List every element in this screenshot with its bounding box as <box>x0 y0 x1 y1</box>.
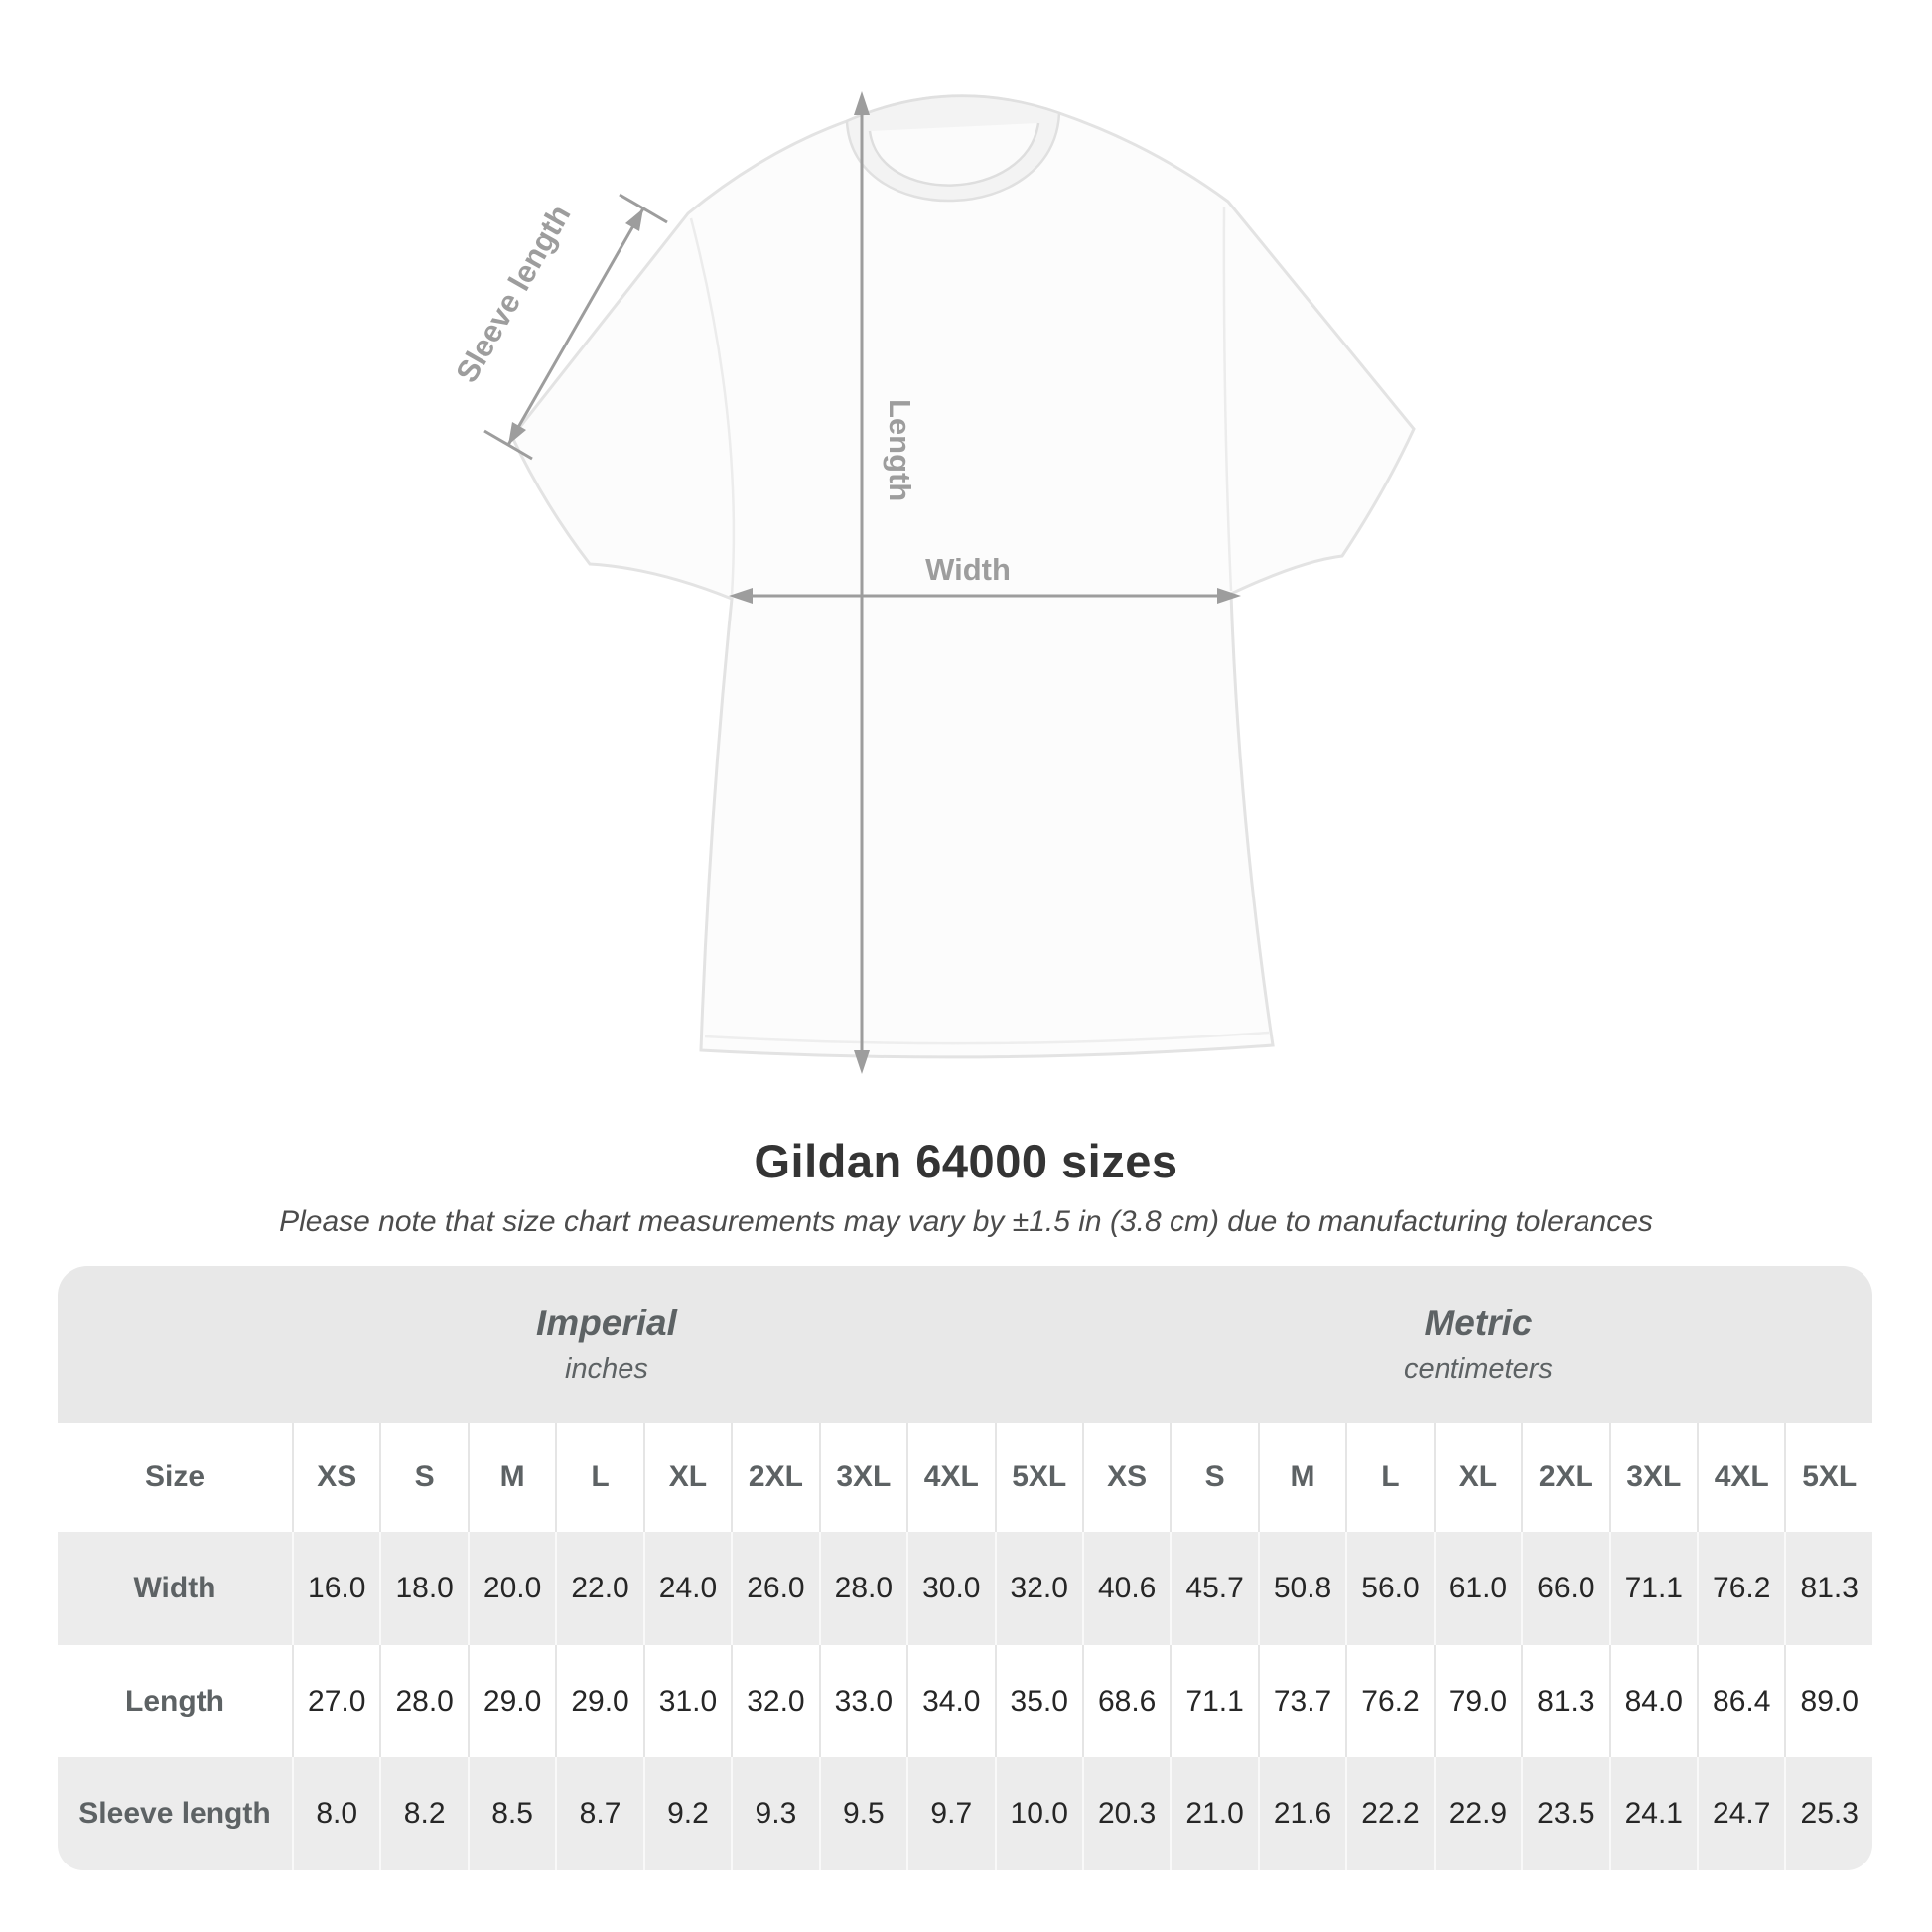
measurement-value: 89.0 <box>1784 1645 1872 1757</box>
measurement-value: 30.0 <box>906 1532 994 1645</box>
measurement-value: 76.2 <box>1697 1532 1784 1645</box>
measurement-value: 81.3 <box>1521 1645 1608 1757</box>
size-col-header: 4XL <box>906 1423 994 1532</box>
inches-label: inches <box>565 1353 648 1385</box>
measurement-value: 61.0 <box>1434 1532 1521 1645</box>
size-column-header: Size <box>144 1460 206 1493</box>
measurement-value: 32.0 <box>995 1532 1082 1645</box>
measurement-value: 23.5 <box>1521 1757 1608 1870</box>
measurement-value: 9.7 <box>906 1757 994 1870</box>
measurement-value: 84.0 <box>1609 1645 1697 1757</box>
size-col-header: XL <box>643 1423 731 1532</box>
measurement-value: 22.2 <box>1345 1757 1433 1870</box>
size-col-header: 3XL <box>819 1423 906 1532</box>
measurement-value: 20.3 <box>1082 1757 1170 1870</box>
size-col-header: 5XL <box>995 1423 1082 1532</box>
measurement-value: 9.3 <box>731 1757 818 1870</box>
size-col-header: XS <box>292 1423 379 1532</box>
size-col-header: M <box>468 1423 555 1532</box>
length-label: Length <box>883 399 917 502</box>
measurement-value: 10.0 <box>995 1757 1082 1870</box>
size-col-header: 2XL <box>731 1423 818 1532</box>
metric-group-header <box>1082 1266 1872 1423</box>
measurement-value: 29.0 <box>468 1645 555 1757</box>
centimeters-label: centimeters <box>1404 1353 1553 1385</box>
size-col-header: XL <box>1434 1423 1521 1532</box>
measurement-value: 29.0 <box>555 1645 642 1757</box>
size-col-header: S <box>379 1423 467 1532</box>
size-col-header: 3XL <box>1609 1423 1697 1532</box>
size-table <box>58 1266 1872 1870</box>
length-row <box>58 1645 1872 1757</box>
measurement-value: 25.3 <box>1784 1757 1872 1870</box>
measurement-value: 66.0 <box>1521 1532 1608 1645</box>
measurement-value: 32.0 <box>731 1645 818 1757</box>
size-col-header: L <box>1345 1423 1433 1532</box>
measurement-value: 22.9 <box>1434 1757 1521 1870</box>
width-label: Width <box>925 552 1011 587</box>
size-table-container <box>58 1266 1872 1870</box>
unit-group-row <box>58 1266 1872 1423</box>
measurement-value: 76.2 <box>1345 1645 1433 1757</box>
imperial-group-header <box>58 1266 1082 1423</box>
measurement-value: 71.1 <box>1609 1532 1697 1645</box>
sleeve-length-row <box>58 1757 1872 1870</box>
row-label-sleeve-length: Sleeve length <box>78 1797 271 1830</box>
measurement-value: 18.0 <box>379 1532 467 1645</box>
measurement-value: 31.0 <box>643 1645 731 1757</box>
measurement-value: 26.0 <box>731 1532 818 1645</box>
size-col-header: M <box>1258 1423 1345 1532</box>
size-col-header: 4XL <box>1697 1423 1784 1532</box>
measurement-value: 24.1 <box>1609 1757 1697 1870</box>
measurement-value: 28.0 <box>379 1645 467 1757</box>
measurement-value: 24.0 <box>643 1532 731 1645</box>
measurement-value: 8.7 <box>555 1757 642 1870</box>
measurement-value: 9.2 <box>643 1757 731 1870</box>
measurement-value: 8.0 <box>292 1757 379 1870</box>
measurement-value: 16.0 <box>292 1532 379 1645</box>
measurement-value: 40.6 <box>1082 1532 1170 1645</box>
measurement-value: 21.6 <box>1258 1757 1345 1870</box>
measurement-value: 20.0 <box>468 1532 555 1645</box>
measurement-value: 8.5 <box>468 1757 555 1870</box>
measurement-value: 22.0 <box>555 1532 642 1645</box>
measurement-value: 27.0 <box>292 1645 379 1757</box>
measurement-value: 8.2 <box>379 1757 467 1870</box>
width-row <box>58 1532 1872 1645</box>
measurement-value: 21.0 <box>1170 1757 1257 1870</box>
row-label-width: Width <box>133 1572 216 1604</box>
sleeve-length-label: Sleeve length <box>449 199 578 389</box>
measurement-value: 34.0 <box>906 1645 994 1757</box>
measurement-value: 45.7 <box>1170 1532 1257 1645</box>
metric-label: Metric <box>1424 1303 1533 1343</box>
measurement-value: 50.8 <box>1258 1532 1345 1645</box>
size-header-row <box>58 1423 1872 1532</box>
measurement-value: 86.4 <box>1697 1645 1784 1757</box>
measurement-value: 56.0 <box>1345 1532 1433 1645</box>
measurement-value: 79.0 <box>1434 1645 1521 1757</box>
size-col-header: XS <box>1082 1423 1170 1532</box>
size-col-header: 2XL <box>1521 1423 1608 1532</box>
measurement-value: 71.1 <box>1170 1645 1257 1757</box>
tolerance-note: Please note that size chart measurements may vary by ±1.5 in (3.8 cm) due to manufacturing tolerances <box>279 1205 1653 1238</box>
measurement-value: 73.7 <box>1258 1645 1345 1757</box>
measurement-value: 81.3 <box>1784 1532 1872 1645</box>
size-col-header: S <box>1170 1423 1257 1532</box>
row-label-length: Length <box>125 1684 224 1718</box>
measurement-value: 33.0 <box>819 1645 906 1757</box>
measurement-value: 24.7 <box>1697 1757 1784 1870</box>
measurement-value: 35.0 <box>995 1645 1082 1757</box>
measurement-value: 28.0 <box>819 1532 906 1645</box>
measurement-value: 68.6 <box>1082 1645 1170 1757</box>
size-col-header: L <box>555 1423 642 1532</box>
size-col-header: 5XL <box>1784 1423 1872 1532</box>
page-title: Gildan 64000 sizes <box>754 1135 1178 1187</box>
measurement-value: 9.5 <box>819 1757 906 1870</box>
imperial-label: Imperial <box>536 1303 677 1343</box>
